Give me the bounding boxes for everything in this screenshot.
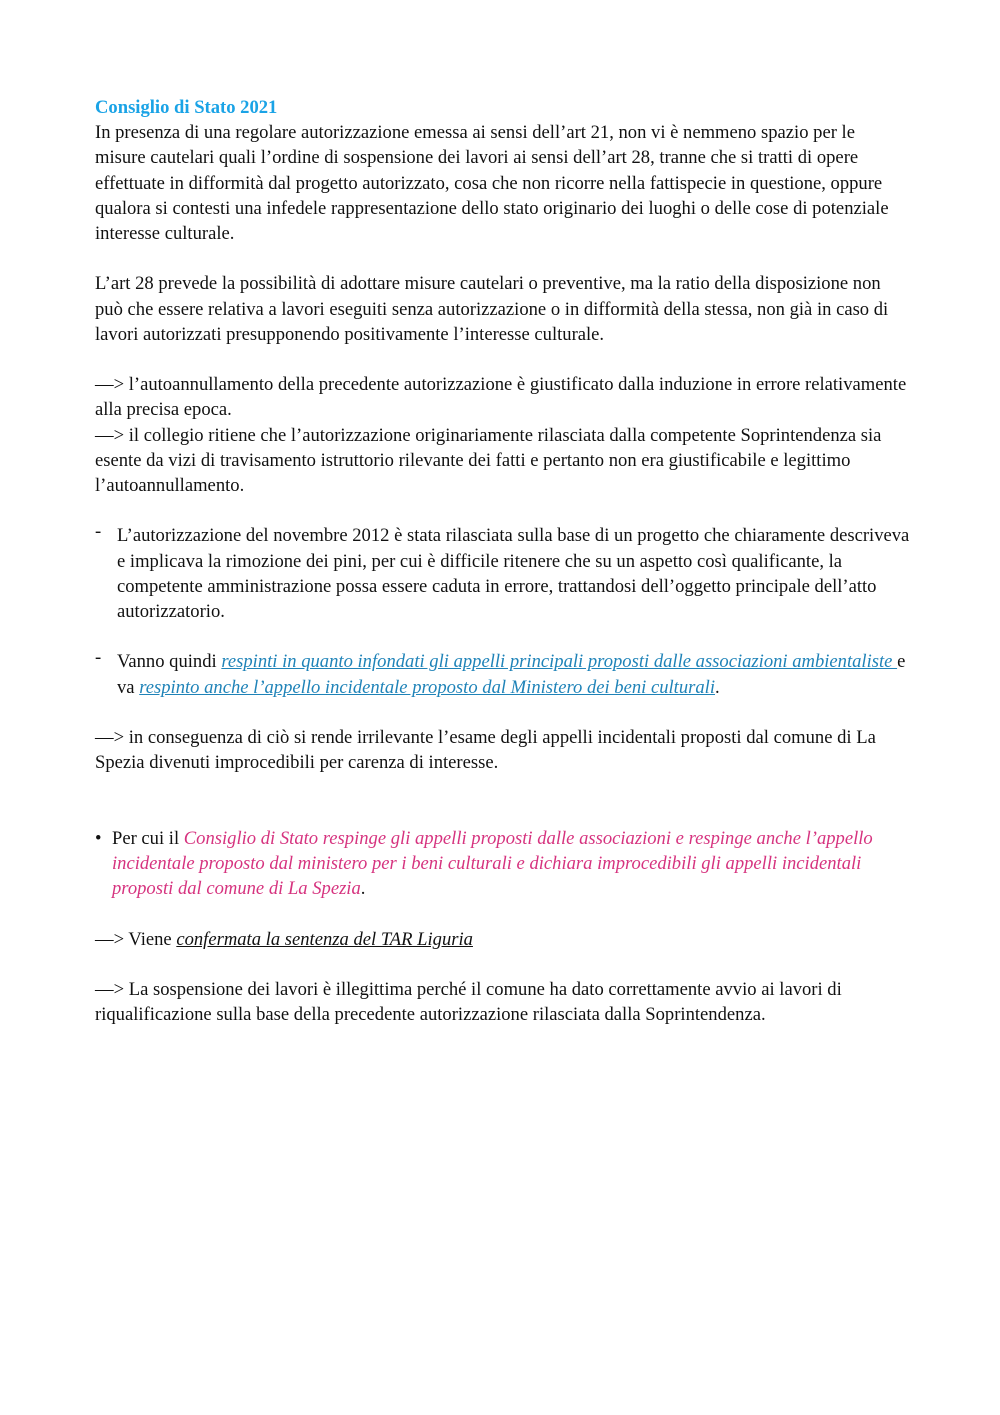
spacer <box>95 775 910 825</box>
link-appelli-principali[interactable]: respinti in quanto infondati gli appelli principali proposti dalle associazioni ambientaliste <box>221 651 898 673</box>
dash-marker: - <box>95 521 102 543</box>
paragraph-arrow-conseguenza: —> in conseguenza di ciò si rende irrilevante l’esame degli appelli incidentali proposti dal comune di La Spezia divenuti improcedibili per carenza di interesse. <box>95 727 876 774</box>
list-item <box>95 523 910 624</box>
bullet-marker: • <box>95 827 102 849</box>
paragraph-arrow-autoannullamento: —> l’autoannullamento della precedente autorizzazione è giustificato dalla induzione in errore relativamente alla precisa epoca. <box>95 374 907 421</box>
spacer <box>95 624 910 649</box>
section-title: Consiglio di Stato 2021 <box>95 97 278 118</box>
spacer <box>95 952 910 977</box>
spacer <box>95 901 910 926</box>
spacer <box>95 246 910 271</box>
highlighted-decision: Consiglio di Stato respinge gli appelli proposti dalle associazioni e respinge anche l’appello incidentale proposto dal ministero per i beni culturali e dichiara improcedibili gli appelli incidentali proposti dal comune di La Spezia <box>112 827 873 900</box>
spacer <box>95 347 910 372</box>
dash-marker: - <box>95 647 102 669</box>
paragraph-art-28: L’art 28 prevede la possibilità di adottare misure cautelari o preventive, ma la ratio della disposizione non può che essere relativa a lavori eseguiti senza autorizzazione o in difformità della stessa, non già in caso di lavori autorizzati presupponendo positivamente l’interesse culturale. <box>95 273 889 345</box>
list-item-middle: e va <box>117 651 906 698</box>
paragraph-authorization: In presenza di una regolare autorizzazione emessa ai sensi dell’art 21, non vi è nemmeno spazio per le misure cautelari quali l’ordine di sospensione dei lavori ai sensi dell’art 28, tranne che si tratti di opere effettuate in difformità dal progetto autorizzato, cosa che non ricorre nella fattispecie in questione, oppure qualora si contesti una infedele rappresentazione dello stato originario dei luoghi o delle cose di potenziale interesse culturale. <box>95 122 889 245</box>
paragraph-arrow-sospensione: —> La sospensione dei lavori è illegittima perché il comune ha dato correttamente avvio ai lavori di riqualificazione sulla base della precedente autorizzazione rilasciata dalla Soprintendenza. <box>95 978 842 1026</box>
list-item-text: L’autorizzazione del novembre 2012 è stata rilasciata sulla base di un progetto che chiaramente descriveva e implicava la rimozione dei pini, per cui è difficile ritenere che su un aspetto così qualificante, la competente amministrazione possa essere caduta in errore, trattandosi dell’oggetto principale dell’atto autorizzatorio. <box>117 525 910 623</box>
conferma-sentenza: confermata la sentenza del TAR Liguria <box>176 928 473 950</box>
bullet-suffix: . <box>360 878 366 900</box>
bullet-item <box>95 826 910 902</box>
document-page <box>95 95 910 1027</box>
spacer <box>95 700 910 725</box>
conferma-prefix: —> Viene <box>95 928 177 950</box>
list-item-suffix: . <box>715 676 720 698</box>
paragraph-arrow-conferma <box>95 927 910 952</box>
list-item <box>95 649 910 699</box>
paragraph-arrow-collegio: —> il collegio ritiene che l’autorizzazione originariamente rilasciata dalla competente Soprintendenza sia esente da vizi di travisamento istruttorio rilevante dei fatti e pertanto non era giustificabile e legittimo l’autoannullamento. <box>95 424 882 497</box>
spacer <box>95 498 910 523</box>
link-appello-incidentale[interactable]: respinto anche l’appello incidentale proposto dal Ministero dei beni culturali <box>139 676 716 698</box>
bullet-prefix: Per cui il <box>112 827 184 849</box>
list-item-prefix: Vanno quindi <box>117 651 222 673</box>
